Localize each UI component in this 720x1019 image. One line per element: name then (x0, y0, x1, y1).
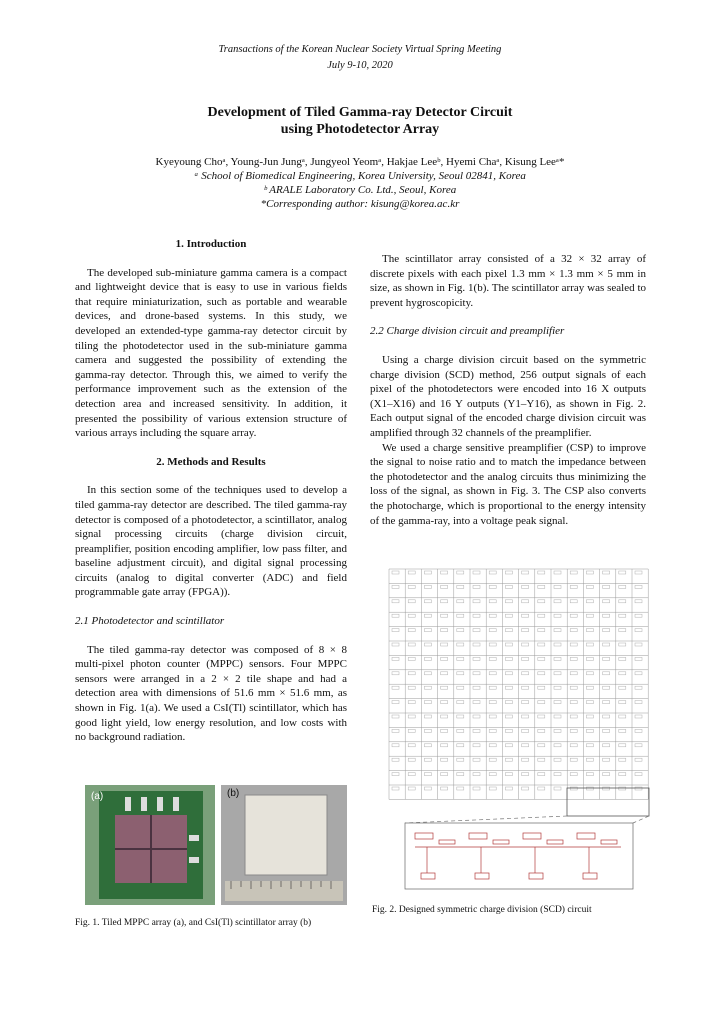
circuit-detail-inset (405, 823, 633, 889)
author-list: Kyeyoung Choᵃ, Young-Jun Jungᵃ, Jungyeol Yeomᵃ, Hakjae Leeᵇ, Hyemi Chaᵃ, Kisung Leeᵃ* (155, 156, 565, 168)
section-heading-methods: 2. Methods and Results (156, 455, 266, 468)
ruler (225, 881, 343, 901)
figure-1-photos (85, 785, 347, 905)
scintillator-paragraph: The scintillator array consisted of a 32 × 32 array of discrete pixels with each pixel 1.3 mm × 1.3 mm × 5 mm in size, as shown in Fig. 1(b). The scintillator array was sealed to prevent hygroscopicity. (370, 253, 646, 309)
charge-division-paragraph: Using a charge division circuit based on the symmetric charge division (SCD) method, 256 output signals of each pixel of the photodetectors were encoded into 16 X outputs (X1–X16) and 16 Y outputs (Y1–Y16), as shown in Fig. 2. Each output signal of the encoded charge division circuit was amplified through 32 channels of the preamplifier. (370, 353, 646, 439)
right-column (370, 252, 646, 528)
subsection-heading-2-1: 2.1 Photodetector and scintillator (75, 615, 225, 628)
preamplifier-paragraph: We used a charge sensitive preamplifier (CSP) to improve the signal to noise ratio and to match the impedance between the photodetector and the analog circuits thus minimizing the loss of the signal, as shown in Fig. 3. The CSP also converts the photocharge, which is proportional to the energy intensity of the gamma-ray, into a voltage peak signal. (370, 441, 646, 527)
section-heading-introduction: 1. Introduction (175, 238, 247, 250)
figure-1-caption: Fig. 1. Tiled MPPC array (a), and CsI(Tl) scintillator array (b) (75, 918, 312, 928)
affiliation-a: ᵃ School of Biomedical Engineering, Korea University, Seoul 02841, Korea (194, 170, 526, 182)
paper-title-line1: Development of Tiled Gamma-ray Detector Circuit (207, 105, 513, 120)
methods-paragraph: In this section some of the techniques used to develop a tiled gamma-ray detector are described. The tiled gamma-ray detector is composed of a photodetector, a scintillator, analog signal processing circuits (charge division circuit, preamplifier, position encoding amplifier, low pass filter, and baseline adjustment circuit), and digital signal processing circuits (analog to digital converter (ADC) and field programmable gate array (FPGA)). (75, 484, 347, 599)
paper-title-line2: using Photodetector Array (280, 122, 440, 137)
conference-date: July 9-10, 2020 (327, 60, 393, 71)
fig1-label-b: (b) (227, 788, 240, 799)
fig1-label-a: (a) (91, 791, 104, 802)
scintillator-array (245, 795, 327, 875)
figure-2-circuit-schematic (385, 565, 651, 891)
affiliation-b: ᵇ ARALE Laboratory Co. Ltd., Seoul, Korea (263, 184, 457, 196)
intro-paragraph: The developed sub-miniature gamma camera is a compact and lightweight device that is easy to use in various fields that require miniaturization, such as portable and wearable devices, and drone-based systems. In this study, we developed an extended-type gamma-ray detector circuit by tiling the photodetector used in the sub-miniature gamma camera and suggested the possibility of extending the gamma-ray detector. Through this, we aimed to verify the performance improvement such as the extension of the detection area and increased sensitivity. In addition, it presented the possibility of various extension structure of various arrays including the square array. (75, 266, 347, 440)
subsection-heading-2-2: 2.2 Charge division circuit and preamplifier (370, 325, 565, 338)
conference-name: Transactions of the Korean Nuclear Society Virtual Spring Meeting (218, 44, 502, 55)
left-column (75, 237, 347, 745)
corresponding-author: *Corresponding author: kisung@korea.ac.kr (260, 198, 460, 210)
figure-2-caption: Fig. 2. Designed symmetric charge division (SCD) circuit (372, 905, 592, 915)
photodetector-paragraph: The tiled gamma-ray detector was composed of 8 × 8 multi-pixel photon counter (MPPC) sensors. Four MPPC sensors were arranged in a 2 × 2 tile shape and had a detection area with dimensions of 51.6 mm × 51.6 mm, as shown in Fig. 1(a). We used a CsI(Tl) scintillator, which has good light yield, low energy resolution, and low costs with no background radiation. (75, 643, 347, 744)
